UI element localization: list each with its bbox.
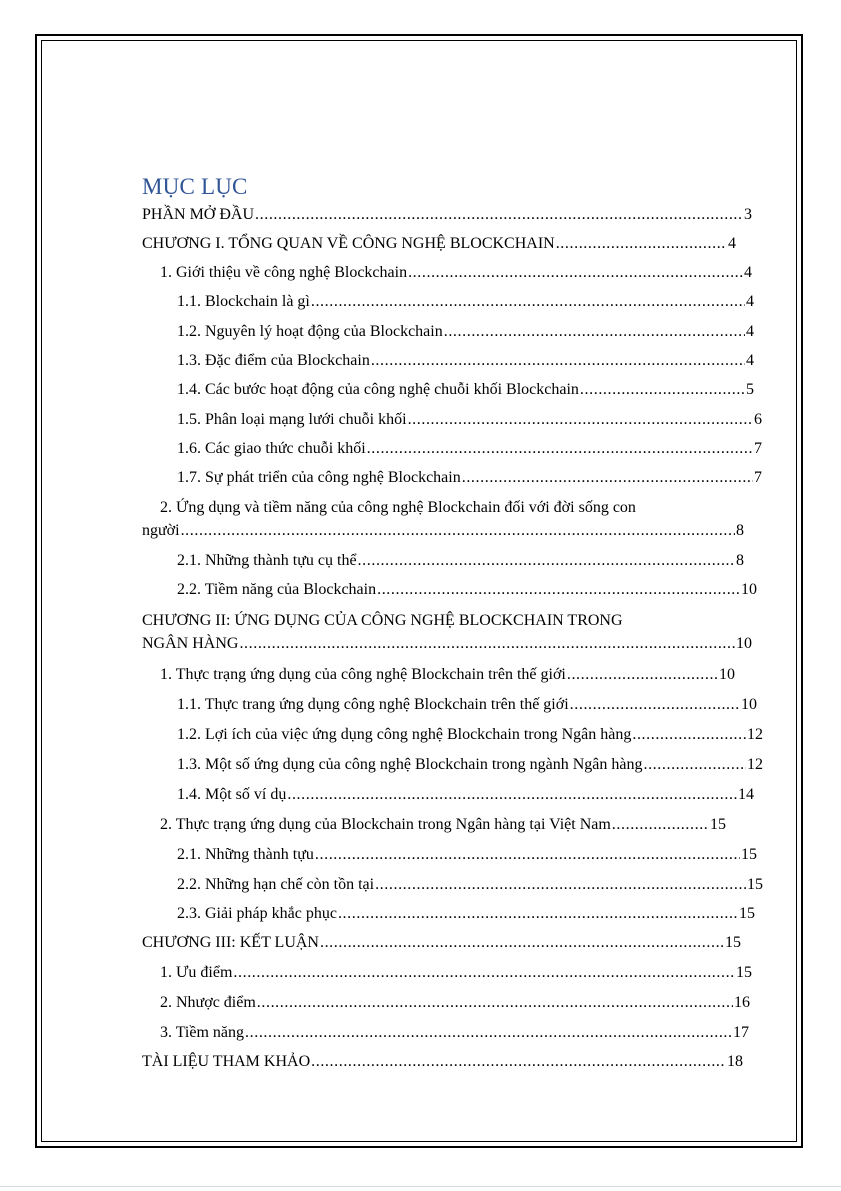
toc-page-number: 4 <box>746 352 754 369</box>
toc-entry-ch2-2-3[interactable] <box>177 904 755 924</box>
toc-leader-dots <box>643 755 746 775</box>
toc-entry-ch3-3[interactable] <box>160 1023 749 1043</box>
toc-entry-ch3-1[interactable] <box>160 963 752 983</box>
toc-entry-2-line1[interactable] <box>160 498 760 518</box>
toc-leader-dots <box>556 234 727 254</box>
toc-page-number: 17 <box>733 1024 749 1041</box>
toc-leader-dots <box>255 205 743 225</box>
toc-entry-1[interactable] <box>160 263 752 283</box>
toc-entry-1-6[interactable] <box>177 439 762 459</box>
toc-entry-ch2-1-4[interactable] <box>177 785 754 805</box>
toc-entry-ch3-2[interactable] <box>160 993 750 1013</box>
toc-entry-ch2-2-1[interactable] <box>177 845 757 865</box>
toc-page-number: 4 <box>746 323 754 340</box>
bottom-divider <box>0 1186 841 1187</box>
toc-entry-1-3[interactable] <box>177 351 754 371</box>
toc-leader-dots <box>408 410 753 430</box>
toc-entry-label: 2. Ứng dụng và tiềm năng của công nghệ Blockchain đối với đời sống con <box>160 499 636 516</box>
toc-entry-2[interactable] <box>142 521 744 541</box>
toc-entry-intro[interactable] <box>142 205 752 225</box>
toc-entry-ch2-1-2[interactable] <box>177 725 763 745</box>
toc-entry-1-5[interactable] <box>177 410 762 430</box>
toc-entry-label: PHẦN MỞ ĐẦU <box>142 206 255 223</box>
toc-entry-label: NGÂN HÀNG <box>142 635 239 652</box>
toc-page-number: 12 <box>747 756 763 773</box>
toc-leader-dots <box>315 845 740 865</box>
toc-entry-label: 1. Giới thiệu về công nghệ Blockchain <box>160 264 408 281</box>
toc-entry-ch2-2[interactable] <box>160 815 726 835</box>
toc-entry-2-2[interactable] <box>177 580 757 600</box>
toc-page-number: 18 <box>727 1053 743 1070</box>
toc-leader-dots <box>181 521 735 541</box>
toc-leader-dots <box>377 580 740 600</box>
toc-leader-dots <box>580 380 745 400</box>
toc-page-number: 14 <box>738 786 754 803</box>
toc-entry-label: CHƯƠNG III: KẾT LUẬN <box>142 934 319 951</box>
toc-entry-label: 2. Nhược điểm <box>160 994 256 1011</box>
toc-entry-label: 1. Ưu điểm <box>160 964 233 981</box>
toc-page-number: 15 <box>736 964 752 981</box>
toc-page-number: 4 <box>746 293 754 310</box>
toc-page-number: 7 <box>754 469 762 486</box>
toc-leader-dots <box>287 785 737 805</box>
toc-leader-dots <box>612 815 709 835</box>
toc-entry-label: 3. Tiềm năng <box>160 1024 245 1041</box>
toc-entry-chapter-3[interactable] <box>142 933 741 953</box>
toc-page-number: 10 <box>719 666 735 683</box>
toc-leader-dots <box>570 695 740 715</box>
toc-entry-label: 2.1. Những thành tựu cụ thể <box>177 552 357 569</box>
toc-entry-label: 1.1. Blockchain là gì <box>177 293 310 310</box>
toc-leader-dots <box>367 439 753 459</box>
toc-entry-ch2-1-3[interactable] <box>177 755 763 775</box>
toc-leader-dots <box>233 963 735 983</box>
toc-leader-dots <box>375 875 746 895</box>
toc-entry-1-4[interactable] <box>177 380 754 400</box>
toc-page-number: 3 <box>744 206 752 223</box>
toc-page-number: 12 <box>747 726 763 743</box>
toc-leader-dots <box>245 1023 732 1043</box>
toc-entry-1-1[interactable] <box>177 292 754 312</box>
toc-entry-label: 2.3. Giải pháp khắc phục <box>177 905 337 922</box>
toc-entry-references[interactable] <box>142 1052 743 1072</box>
toc-page-number: 6 <box>754 411 762 428</box>
toc-entry-chapter-2-line1[interactable] <box>142 611 762 631</box>
toc-leader-dots <box>358 551 735 571</box>
toc-page-number: 15 <box>747 876 763 893</box>
toc-entry-1-7[interactable] <box>177 468 762 488</box>
toc-entry-2-1[interactable] <box>177 551 744 571</box>
toc-leader-dots <box>632 725 746 745</box>
toc-leader-dots <box>371 351 745 371</box>
toc-entry-label: TÀI LIỆU THAM KHẢO <box>142 1053 311 1070</box>
toc-entry-label: 1.4. Các bước hoạt động của công nghệ chuỗi khối Blockchain <box>177 381 579 398</box>
toc-entry-label: 2.2. Tiềm năng của Blockchain <box>177 581 377 598</box>
toc-entry-label: người <box>142 522 180 539</box>
toc-entry-label: CHƯƠNG I. TỔNG QUAN VỀ CÔNG NGHỆ BLOCKCHAIN <box>142 235 555 252</box>
toc-page-number: 15 <box>739 905 755 922</box>
toc-leader-dots <box>257 993 733 1013</box>
toc-leader-dots <box>239 634 735 654</box>
toc-entry-label: 1.4. Một số ví dụ <box>177 786 287 803</box>
toc-entry-label: 1.1. Thực trang ứng dụng công nghệ Blockchain trên thế giới <box>177 696 569 713</box>
toc-leader-dots <box>311 292 745 312</box>
toc-entry-label: 2.2. Những hạn chế còn tồn tại <box>177 876 375 893</box>
toc-entry-chapter-2[interactable] <box>142 634 752 654</box>
toc-entry-1-2[interactable] <box>177 322 754 342</box>
toc-entry-label: 1.7. Sự phát triển của công nghệ Blockchain <box>177 469 461 486</box>
toc-entry-label: CHƯƠNG II: ỨNG DỤNG CỦA CÔNG NGHỆ BLOCKCHAIN TRONG <box>142 612 623 629</box>
toc-page-number: 10 <box>741 581 757 598</box>
toc-page-number: 15 <box>741 846 757 863</box>
toc-leader-dots <box>311 1052 726 1072</box>
toc-leader-dots <box>338 904 738 924</box>
toc-leader-dots <box>444 322 745 342</box>
toc-page-number: 10 <box>741 696 757 713</box>
toc-entry-ch2-1-1[interactable] <box>177 695 757 715</box>
toc-entry-label: 1.5. Phân loại mạng lưới chuỗi khối <box>177 411 407 428</box>
toc-page-number: 8 <box>736 552 744 569</box>
toc-page-number: 4 <box>744 264 752 281</box>
toc-entry-label: 1.3. Đặc điểm của Blockchain <box>177 352 370 369</box>
toc-leader-dots <box>462 468 753 488</box>
toc-entry-label: 1.2. Lợi ích của việc ứng dụng công nghệ Blockchain trong Ngân hàng <box>177 726 632 743</box>
toc-entry-ch2-1[interactable] <box>160 665 735 685</box>
toc-leader-dots <box>567 665 718 685</box>
toc-title: MỤC LỤC <box>142 174 248 199</box>
toc-page-number: 10 <box>736 635 752 652</box>
toc-page-number: 8 <box>736 522 744 539</box>
toc-entry-label: 1. Thực trạng ứng dụng của công nghệ Blockchain trên thế giới <box>160 666 566 683</box>
toc-page-number: 15 <box>725 934 741 951</box>
toc-leader-dots <box>320 933 724 953</box>
toc-entry-label: 1.6. Các giao thức chuỗi khối <box>177 440 366 457</box>
toc-entry-chapter-1[interactable] <box>142 234 736 254</box>
toc-page-number: 15 <box>710 816 726 833</box>
toc-entry-ch2-2-2[interactable] <box>177 875 763 895</box>
toc-page-number: 7 <box>754 440 762 457</box>
toc-entry-label: 1.3. Một số ứng dụng của công nghệ Blockchain trong ngành Ngân hàng <box>177 756 643 773</box>
toc-leader-dots <box>408 263 743 283</box>
toc-entry-label: 2. Thực trạng ứng dụng của Blockchain trong Ngân hàng tại Việt Nam <box>160 816 611 833</box>
toc-entry-label: 2.1. Những thành tựu <box>177 846 314 863</box>
toc-page-number: 16 <box>734 994 750 1011</box>
toc-page-number: 4 <box>728 235 736 252</box>
toc-page-number: 5 <box>746 381 754 398</box>
toc-entry-label: 1.2. Nguyên lý hoạt động của Blockchain <box>177 323 443 340</box>
